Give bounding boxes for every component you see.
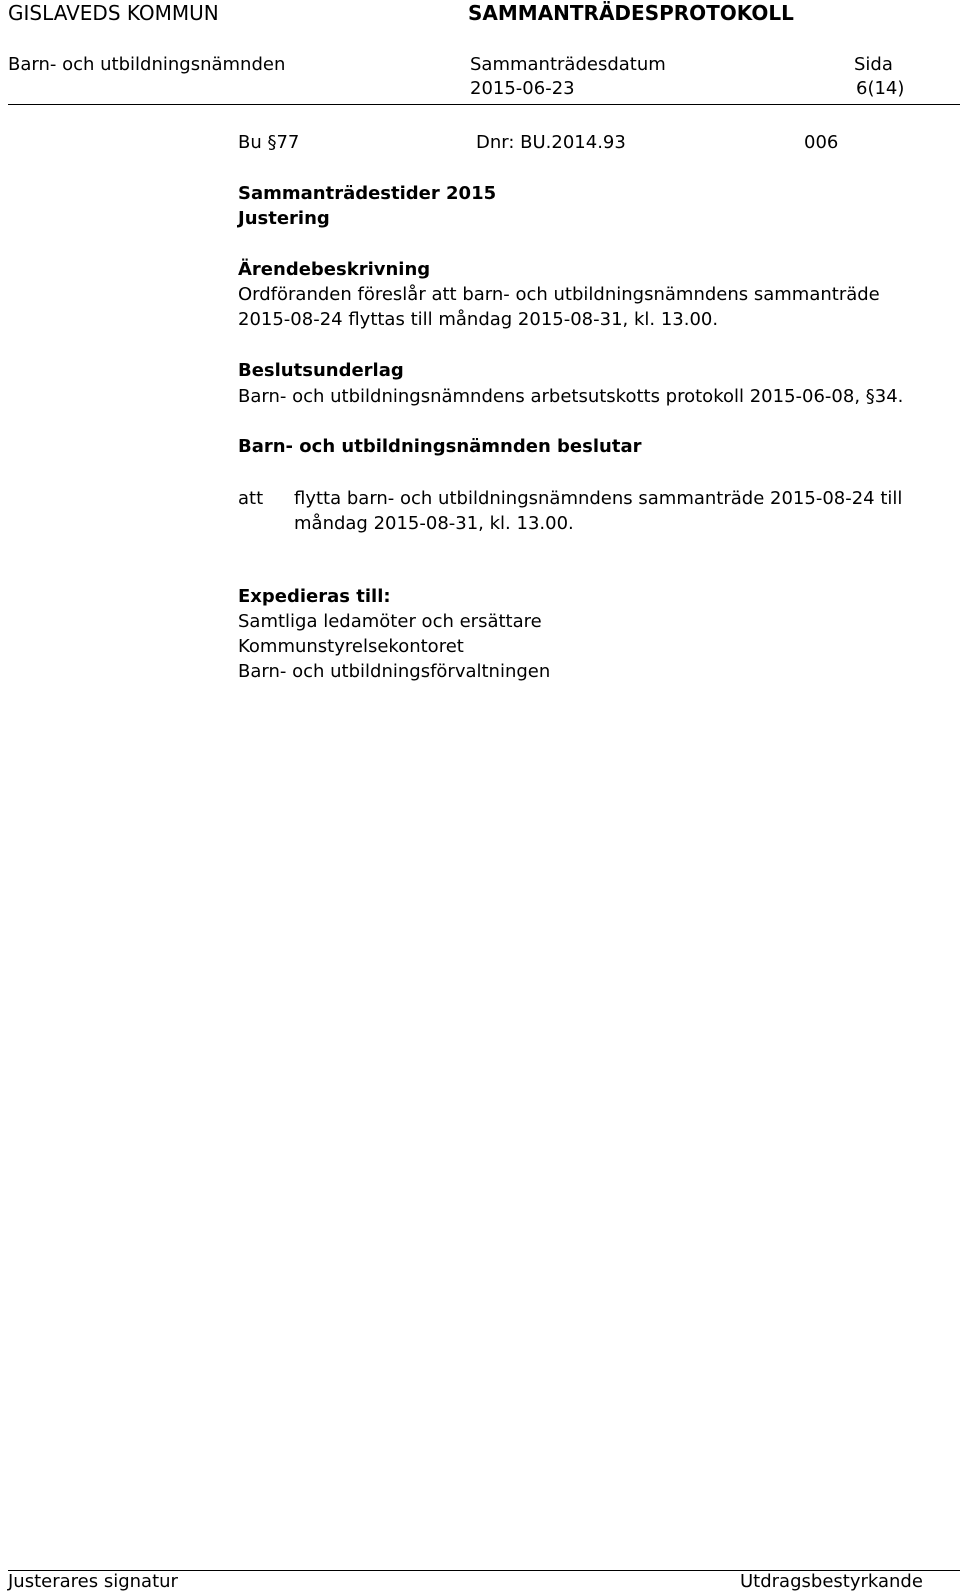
decision-item-line-1: flytta barn- och utbildningsnämndens sammanträde 2015-08-24 till [294,488,903,509]
distribution-recipient: Barn- och utbildningsförvaltningen [238,661,551,682]
basis-text: Barn- och utbildningsnämndens arbetsutskotts protokoll 2015-06-08, §34. [238,386,904,407]
certification-label: Utdragsbestyrkande [740,1571,923,1592]
meeting-date-value: 2015-06-23 [470,78,575,99]
board-name: Barn- och utbildningsnämnden [8,54,286,75]
description-text-line-1: Ordföranden föreslår att barn- och utbildningsnämndens sammanträde [238,284,880,305]
signature-label: Justerares signatur [8,1571,178,1592]
diary-number: Dnr: BU.2014.93 [476,132,626,153]
case-subtitle: Justering [238,208,330,229]
case-title: Sammanträdestider 2015 [238,183,497,204]
decision-item-line-2: måndag 2015-08-31, kl. 13.00. [294,513,574,534]
decision-heading: Barn- och utbildningsnämnden beslutar [238,436,642,457]
basis-heading: Beslutsunderlag [238,360,404,381]
paragraph-number: Bu §77 [238,132,300,153]
distribution-recipient: Kommunstyrelsekontoret [238,636,464,657]
header-rule [8,104,960,105]
distribution-recipient: Samtliga ledamöter och ersättare [238,611,542,632]
distribution-heading: Expedieras till: [238,586,391,607]
document-type: SAMMANTRÄDESPROTOKOLL [468,1,794,25]
page-label: Sida [854,54,893,75]
meeting-date-label: Sammanträdesdatum [470,54,666,75]
description-text-line-2: 2015-08-24 flyttas till måndag 2015-08-31, kl. 13.00. [238,309,719,330]
description-heading: Ärendebeskrivning [238,259,431,280]
decision-item-label: att [238,488,264,509]
case-code: 006 [804,132,839,153]
page-number: 6(14) [856,78,905,99]
municipality-name: GISLAVEDS KOMMUN [8,1,219,25]
